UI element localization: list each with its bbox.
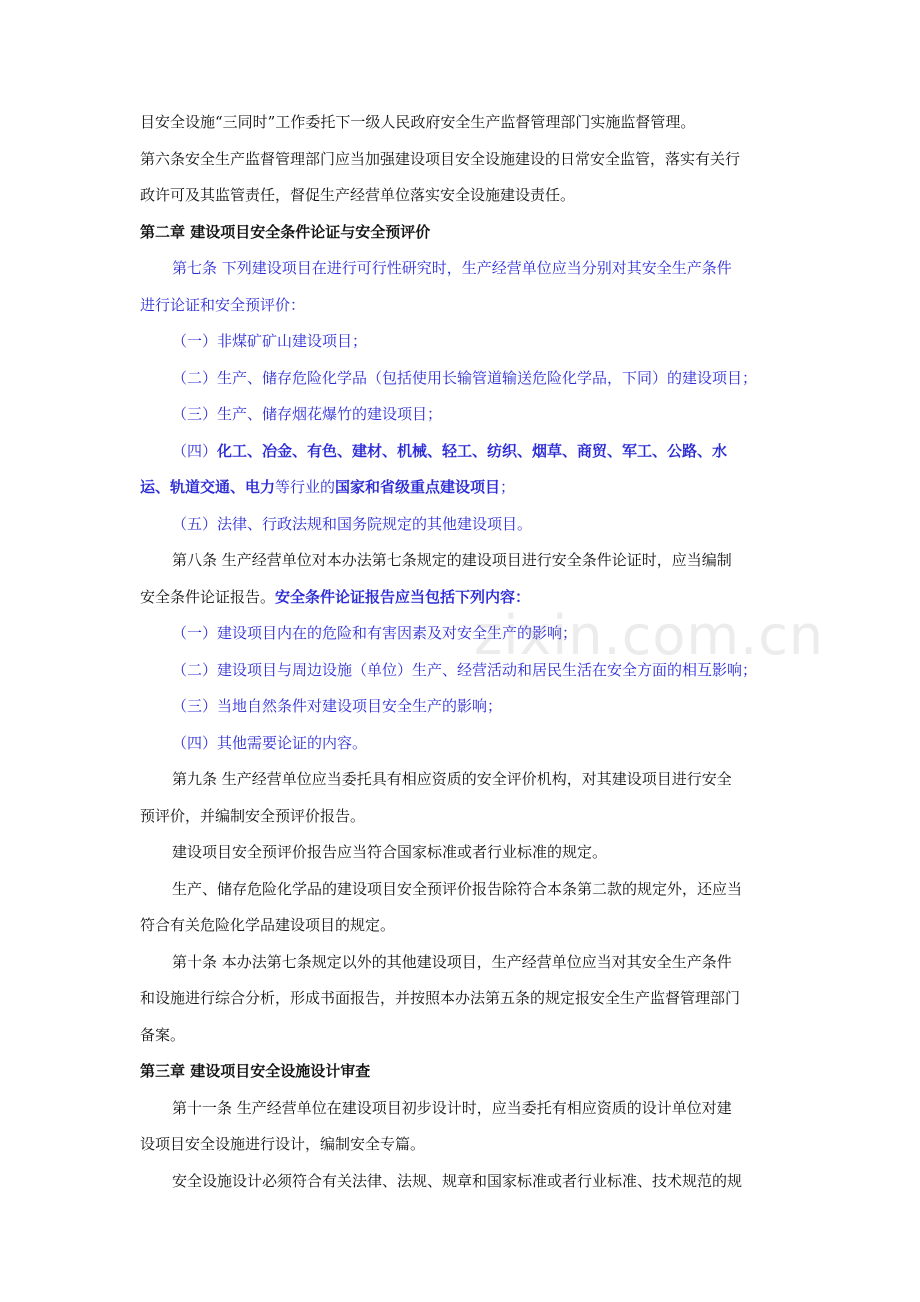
text-line: 生产、储存危险化学品的建设项目安全预评价报告除符合本条第二款的规定外，还应当 [172,880,743,898]
text-line: 符合有关危险化学品建设项目的规定。 [140,916,396,934]
text-line: 第七条 下列建设项目在进行可行性研究时，生产经营单位应当分别对其安全生产条件 [172,259,732,277]
text-line: 目安全设施“三同时”工作委托下一级人民政府安全生产监督管理部门实施监督管理。 [140,113,696,131]
text-line: 第十一条 生产经营单位在建设项目初步设计时，应当委托有相应资质的设计单位对建 [172,1099,732,1117]
chapter-heading: 第二章 建设项目安全条件论证与安全预评价 [140,223,431,241]
text-line: 政许可及其监管责任，督促生产经营单位落实安全设施建设责任。 [140,186,576,204]
text-segment: （四） [172,442,218,460]
text-segment: 等行业的 [275,478,336,496]
text-line: 进行论证和安全预评价： [140,296,306,314]
text-segment: 国家和省级重点建设项目 [335,478,501,496]
text-line: 备案。 [140,1026,186,1044]
text-line [140,587,530,607]
list-item: （二）建设项目与周边设施（单位）生产、经营活动和居民生活在安全方面的相互影响； [172,661,758,679]
watermark: zixin.com.cn [474,604,825,667]
list-item: （三）生产、储存烟花爆竹的建设项目； [172,405,443,423]
list-item [140,477,515,497]
list-item: （五）法律、行政法规和国务院规定的其他建设项目。 [172,515,533,533]
text-line: 第八条 生产经营单位对本办法第七条规定的建设项目进行安全条件论证时，应当编制 [172,551,732,569]
list-item: （二）生产、储存危险化学品（包括使用长输管道输送危险化学品，下同）的建设项目； [172,369,758,387]
text-line: 预评价，并编制安全预评价报告。 [140,807,366,825]
text-line: 和设施进行综合分析，形成书面报告，并按照本办法第五条的规定报安全生产监督管理部门 [140,989,741,1007]
list-item: （四）其他需要论证的内容。 [172,734,368,752]
text-segment: 安全条件论证报告应当包括下列内容： [275,588,531,606]
list-item: （一）建设项目内在的危险和有害因素及对安全生产的影响； [172,624,578,642]
text-segment: ； [500,478,516,496]
list-item [172,441,727,461]
text-line: 第十条 本办法第七条规定以外的其他建设项目，生产经营单位应当对其安全生产条件 [172,953,732,971]
text-segment: 安全条件论证报告。 [140,588,276,606]
text-line: 建设项目安全预评价报告应当符合国家标准或者行业标准的规定。 [172,843,608,861]
list-item: （三）当地自然条件对建设项目安全生产的影响； [172,697,503,715]
text-line: 设项目安全设施进行设计，编制安全专篇。 [140,1135,426,1153]
text-line: 第六条安全生产监督管理部门应当加强建设项目安全设施建设的日常安全监管，落实有关行 [140,150,741,168]
text-line: 第九条 生产经营单位应当委托具有相应资质的安全评价机构，对其建设项目进行安全 [172,770,732,788]
text-segment: 化工、冶金、有色、建材、机械、轻工、纺织、烟草、商贸、军工、公路、水 [217,442,728,460]
list-item: （一）非煤矿矿山建设项目； [172,332,368,350]
text-line: 安全设施设计必须符合有关法律、法规、规章和国家标准或者行业标准、技术规范的规 [172,1172,743,1190]
chapter-heading: 第三章 建设项目安全设施设计审查 [140,1062,371,1080]
text-segment: 运、轨道交通、电力 [140,478,276,496]
